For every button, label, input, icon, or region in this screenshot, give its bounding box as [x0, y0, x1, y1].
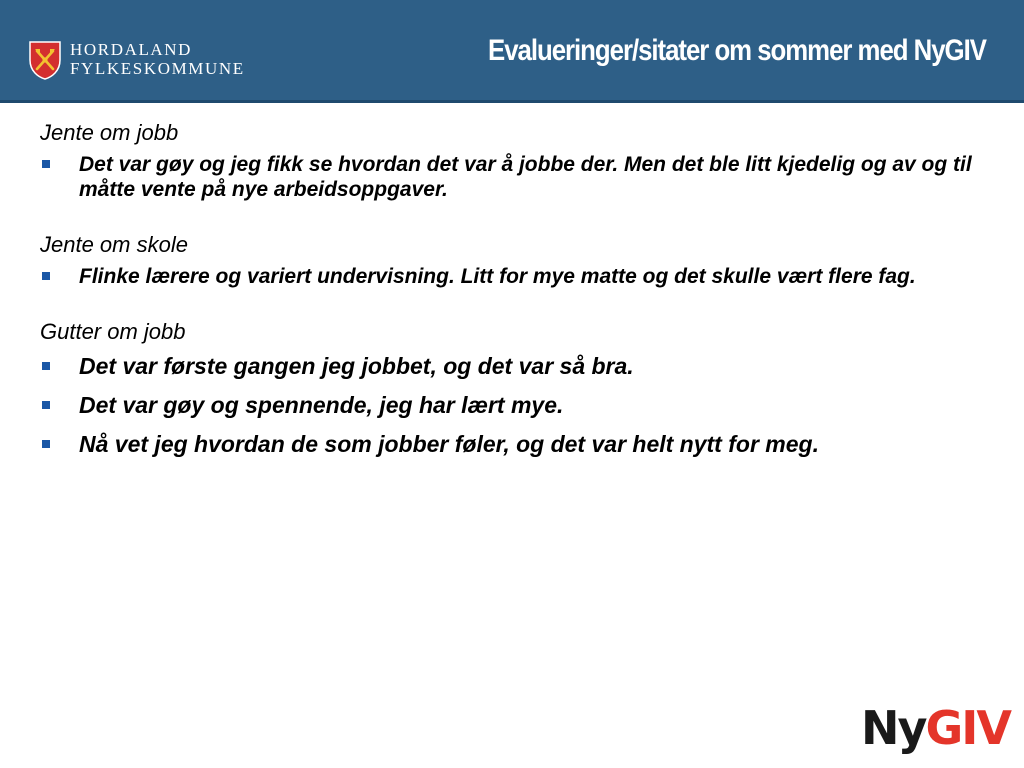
- slide-title: Evalueringer/sitater om sommer med NyGIV: [488, 34, 986, 67]
- bullet-text: Det var gøy og jeg fikk se hvordan det var å jobbe der. Men det ble litt kjedelig og av og til måtte vente på nye arbeidsoppgaver.: [79, 153, 972, 201]
- bullet-item: [40, 152, 990, 202]
- bullet-list: [40, 264, 990, 289]
- bullet-text: Nå vet jeg hvordan de som jobber føler, og det var helt nytt for meg.: [79, 431, 819, 457]
- section-heading: Jente om jobb: [40, 120, 179, 145]
- section-girl-job: [40, 120, 990, 202]
- logo-text-line2: FYLKESKOMMUNE: [70, 59, 245, 78]
- square-bullet-icon: [42, 401, 50, 409]
- slide-content: [40, 120, 990, 488]
- section-heading: Gutter om jobb: [40, 319, 186, 344]
- section-boys-job: [40, 319, 990, 458]
- square-bullet-icon: [42, 440, 50, 448]
- nygiv-logo: [861, 700, 1010, 756]
- bullet-item: [40, 392, 990, 419]
- bullet-item: [40, 353, 990, 380]
- bullet-list: [40, 353, 990, 458]
- square-bullet-icon: [42, 160, 50, 168]
- logo-text-line1: HORDALAND: [70, 40, 193, 59]
- section-girl-school: [40, 232, 990, 289]
- hordaland-logo: [28, 38, 268, 82]
- bullet-text: Flinke lærere og variert undervisning. Litt for mye matte og det skulle vært flere fag.: [79, 265, 916, 288]
- header-bar: [0, 0, 1024, 100]
- section-heading: Jente om skole: [40, 232, 188, 257]
- square-bullet-icon: [42, 362, 50, 370]
- header-divider: [0, 100, 1024, 103]
- bullet-item: [40, 431, 990, 458]
- brand-ny: Ny: [861, 701, 926, 755]
- bullet-list: [40, 152, 990, 202]
- bullet-text: Det var første gangen jeg jobbet, og det var så bra.: [79, 353, 634, 379]
- brand-giv: GIV: [925, 701, 1010, 755]
- bullet-text: Det var gøy og spennende, jeg har lært mye.: [79, 392, 564, 418]
- coat-of-arms-icon: [28, 40, 62, 80]
- bullet-item: [40, 264, 990, 289]
- square-bullet-icon: [42, 272, 50, 280]
